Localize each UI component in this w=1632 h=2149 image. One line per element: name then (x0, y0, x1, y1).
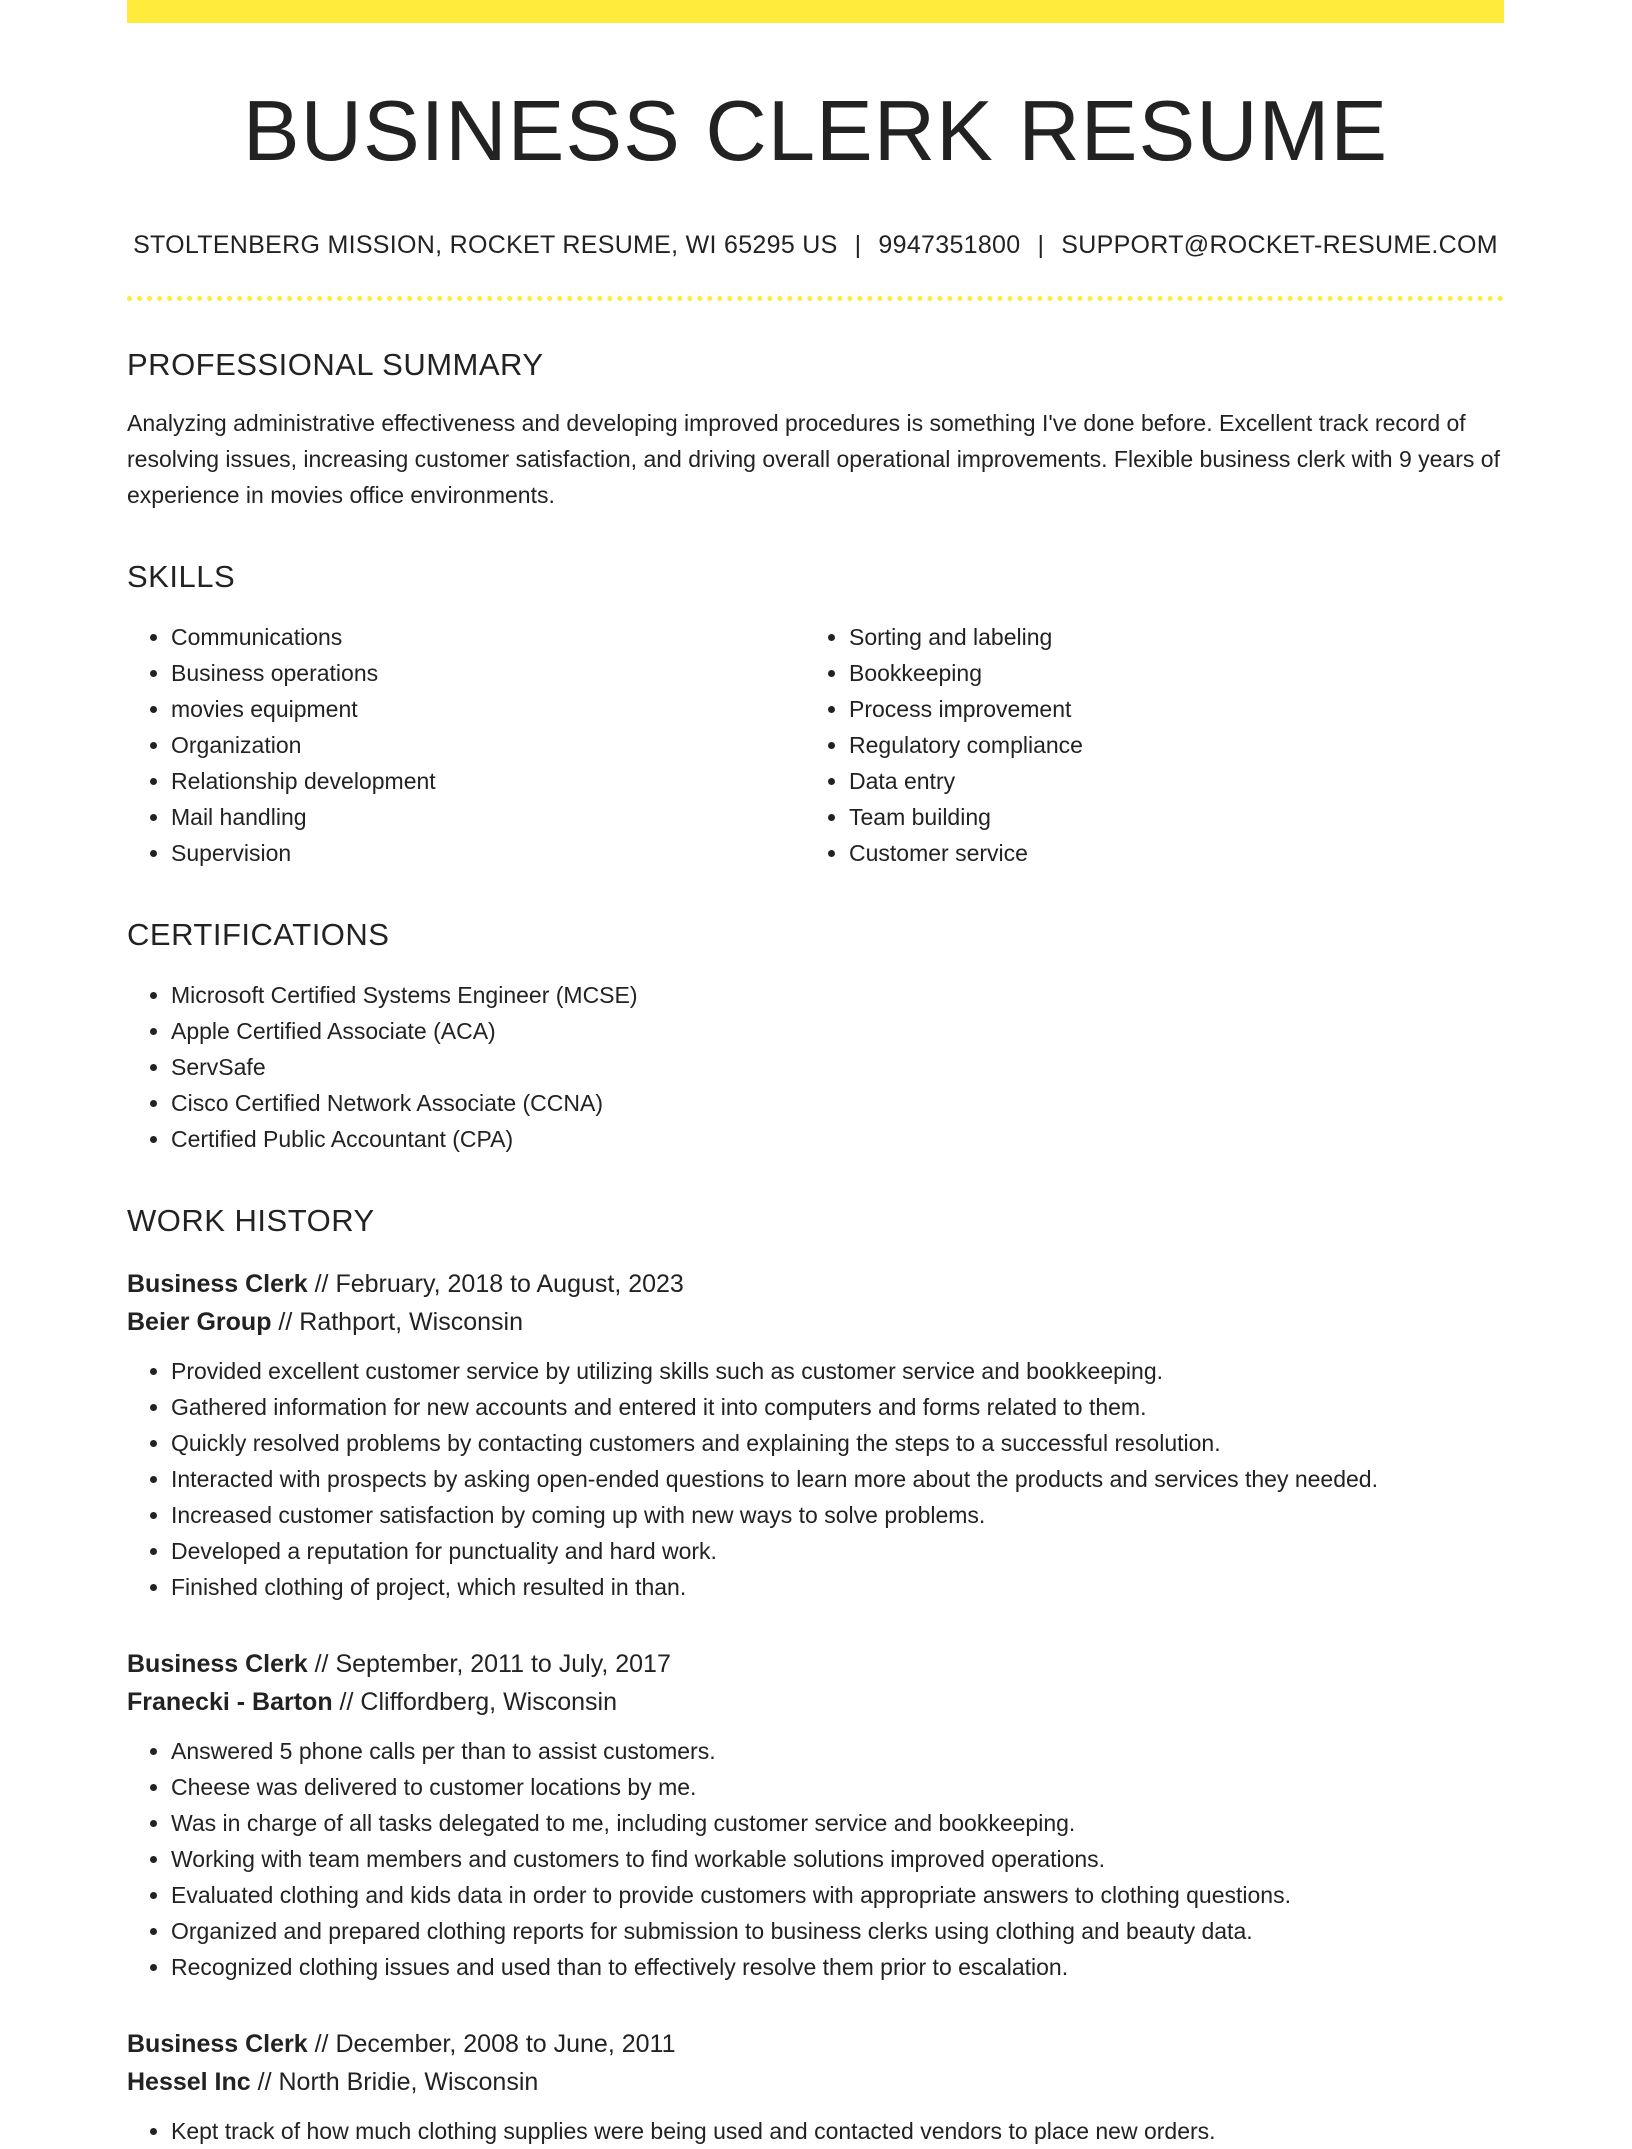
contact-email: SUPPORT@ROCKET-RESUME.COM (1061, 230, 1498, 259)
job-bullet: • Quickly resolved problems by contacting customers and explaining the steps to a successful resolution. (171, 1425, 1504, 1461)
skills-column-right (805, 619, 1483, 871)
job-bullet: • Gathered information for new accounts and entered it into computers and forms related to them. (171, 1389, 1504, 1425)
resume-page (127, 0, 1504, 2149)
job-role: Business Clerk (127, 1269, 308, 1298)
skills-heading: SKILLS (127, 558, 236, 594)
job-separator: // (332, 1687, 361, 1716)
job-role-line (127, 1645, 1504, 1683)
job-location: North Bridie, Wisconsin (278, 2067, 539, 2096)
job-entry (127, 2025, 1504, 2149)
certification-item: • Apple Certified Associate (ACA) (171, 1013, 1504, 1049)
job-bullet: • Answered 5 phone calls per than to assist customers. (171, 1733, 1504, 1769)
certifications-heading: CERTIFICATIONS (127, 916, 390, 952)
job-bullet: • Recognized clothing issues and used than to effectively resolve them prior to escalation. (171, 1949, 1504, 1985)
job-separator: // (307, 1649, 336, 1678)
job-role-line (127, 1265, 1504, 1303)
skill-item: • Customer service (849, 835, 1483, 871)
job-bullet: • Kept track of how much clothing supplies were being used and contacted vendors to place new orders. (171, 2113, 1504, 2149)
summary-heading: PROFESSIONAL SUMMARY (127, 346, 544, 382)
job-entry (127, 1645, 1504, 1985)
job-company-line (127, 2063, 1504, 2101)
job-company: Hessel Inc (127, 2067, 251, 2096)
skill-item: • Data entry (849, 763, 1483, 799)
skill-item: • Process improvement (849, 691, 1483, 727)
job-separator: // (307, 1269, 336, 1298)
contact-separator: | (1037, 230, 1045, 259)
dotted-divider (127, 296, 1504, 301)
job-location: Cliffordberg, Wisconsin (360, 1687, 617, 1716)
skill-item: • Sorting and labeling (849, 619, 1483, 655)
job-bullet: • Finished clothing of project, which resulted in than. (171, 1569, 1504, 1605)
job-bullet: • Cheese was delivered to customer locations by me. (171, 1769, 1504, 1805)
work-history-heading: WORK HISTORY (127, 1202, 375, 1238)
job-role: Business Clerk (127, 2029, 308, 2058)
contact-phone: 9947351800 (878, 230, 1021, 259)
certification-item: • Cisco Certified Network Associate (CCNA) (171, 1085, 1504, 1121)
certifications-list (127, 977, 1504, 1157)
job-bullet: • Provided excellent customer service by utilizing skills such as customer service and bookkeeping. (171, 1353, 1504, 1389)
skill-item: • Bookkeeping (849, 655, 1483, 691)
contact-line (127, 231, 1504, 260)
job-bullet: • Developed a reputation for punctuality and hard work. (171, 1533, 1504, 1569)
job-entry (127, 1265, 1504, 1605)
job-bullet: • Increased customer satisfaction by coming up with new ways to solve problems. (171, 1497, 1504, 1533)
job-company: Beier Group (127, 1307, 272, 1336)
skills-grid (127, 619, 1504, 871)
job-separator: // (271, 1307, 300, 1336)
certification-item: • Microsoft Certified Systems Engineer (MCSE) (171, 977, 1504, 1013)
job-bullets (127, 1353, 1504, 1605)
top-accent-bar (127, 0, 1504, 23)
contact-address: STOLTENBERG MISSION, ROCKET RESUME, WI 65295 US (133, 230, 838, 259)
skill-item: • Organization (171, 727, 805, 763)
skill-item: • Mail handling (171, 799, 805, 835)
certification-item: • Certified Public Accountant (CPA) (171, 1121, 1504, 1157)
job-bullet: • Interacted with prospects by asking open-ended questions to learn more about the products and services they needed. (171, 1461, 1504, 1497)
job-dates: December, 2008 to June, 2011 (335, 2029, 676, 2058)
job-location: Rathport, Wisconsin (299, 1307, 523, 1336)
resume-title: BUSINESS CLERK RESUME (242, 84, 1389, 179)
skill-item: • Relationship development (171, 763, 805, 799)
job-bullet: • Working with team members and customers to find workable solutions improved operations. (171, 1841, 1504, 1877)
skill-item: • Supervision (171, 835, 805, 871)
job-company-line (127, 1683, 1504, 1721)
job-company: Franecki - Barton (127, 1687, 333, 1716)
skill-item: • Regulatory compliance (849, 727, 1483, 763)
job-dates: February, 2018 to August, 2023 (335, 1269, 684, 1298)
job-separator: // (250, 2067, 279, 2096)
job-role: Business Clerk (127, 1649, 308, 1678)
skill-item: • Team building (849, 799, 1483, 835)
certification-item: • ServSafe (171, 1049, 1504, 1085)
skill-item: • Communications (171, 619, 805, 655)
job-company-line (127, 1303, 1504, 1341)
job-bullet: • Evaluated clothing and kids data in order to provide customers with appropriate answers to clothing questions. (171, 1877, 1504, 1913)
job-bullet: • Organized and prepared clothing reports for submission to business clerks using clothing and beauty data. (171, 1913, 1504, 1949)
skills-list-right (805, 619, 1483, 871)
skills-column-left (127, 619, 805, 871)
summary-text: Analyzing administrative effectiveness and developing improved procedures is something I've done before. Excellent track record of resolving issues, increasing customer satisfaction, and driving overall operational improvements. Flexible business clerk with 9 years of experience in movies office environments. (127, 409, 1500, 508)
skill-item: • movies equipment (171, 691, 805, 727)
skills-list-left (127, 619, 805, 871)
job-role-line (127, 2025, 1504, 2063)
contact-separator: | (854, 230, 862, 259)
job-bullets (127, 2113, 1504, 2149)
job-bullet: • Was in charge of all tasks delegated to me, including customer service and bookkeeping. (171, 1805, 1504, 1841)
skill-item: • Business operations (171, 655, 805, 691)
job-separator: // (307, 2029, 336, 2058)
job-dates: September, 2011 to July, 2017 (335, 1649, 671, 1678)
job-bullets (127, 1733, 1504, 1985)
